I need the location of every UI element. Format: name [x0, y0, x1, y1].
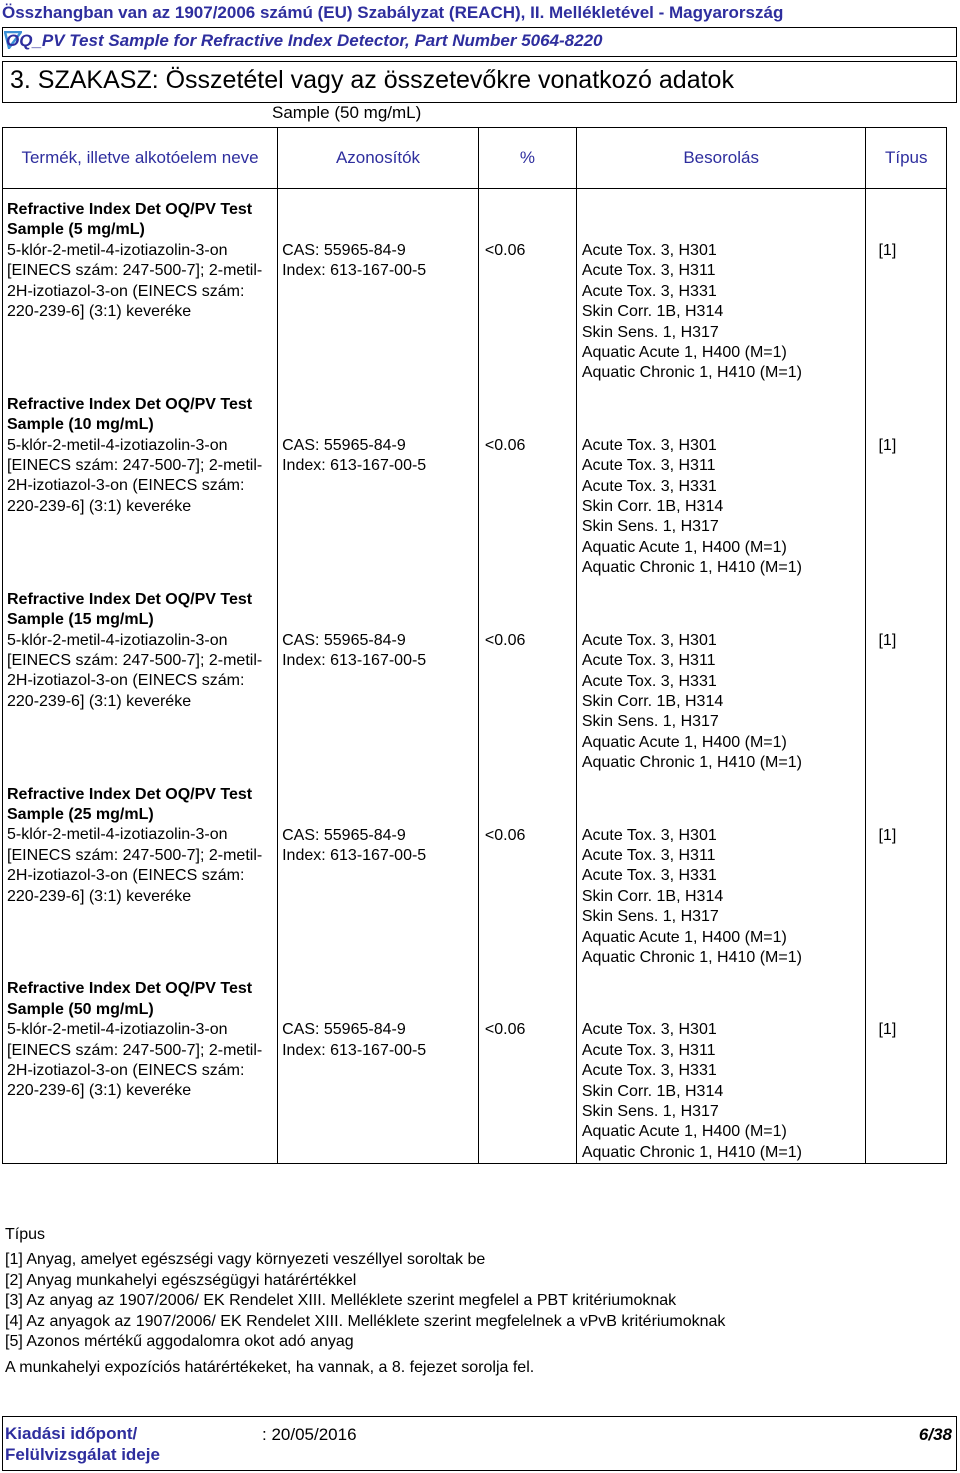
classification-item: Acute Tox. 3, H301	[581, 1021, 717, 1039]
component-description: 5-klór-2-metil-4-izotiazolin-3-on [EINECS szám: 247-500-7]; 2-metil-2H-izotiazol-3-on (EINECS szám: 220-239-6] (3:1) keveréke	[7, 241, 263, 321]
col-header-classification: Besorolás	[576, 128, 866, 189]
document-header-title: Összhangban van az 1907/2006 számú (EU) Szabályzat (REACH), II. Mellékletével - Magyarország	[2, 3, 784, 22]
classification-item: Acute Tox. 3, H301	[581, 436, 717, 454]
identifiers-cell	[278, 189, 479, 384]
type-value: [1]	[878, 631, 897, 649]
classification-item: Skin Sens. 1, H317	[581, 323, 719, 341]
col-header-name-text: Termék, illetve alkotóelem neve	[21, 148, 259, 167]
classification-item: Skin Sens. 1, H317	[581, 1103, 719, 1120]
type-legend-item: [1] Anyag, amelyet egészségi vagy környezeti veszéllyel soroltak be	[5, 1251, 486, 1269]
cas-number: CAS: 55965-84-9	[282, 242, 406, 259]
classification-item: Aquatic Acute 1, H400 (M=1)	[581, 733, 787, 751]
type-cell	[866, 384, 947, 579]
identifiers-cell	[278, 968, 479, 1163]
type-cell	[866, 774, 947, 969]
type-legend	[5, 1225, 725, 1352]
component-product-name: Refractive Index Det OQ/PV Test	[7, 395, 253, 413]
type-value: [1]	[878, 826, 897, 844]
classification-item: Acute Tox. 3, H331	[581, 867, 717, 885]
classification-item: Acute Tox. 3, H331	[581, 672, 717, 690]
classification-item: Acute Tox. 3, H331	[581, 1062, 717, 1080]
cas-number: CAS: 55965-84-9	[282, 826, 406, 844]
type-legend-title: Típus	[5, 1226, 46, 1243]
percent-value: <0.06	[484, 826, 526, 844]
percent-value: <0.06	[484, 242, 526, 259]
classification-item: Skin Sens. 1, H317	[581, 518, 719, 536]
classification-item: Aquatic Acute 1, H400 (M=1)	[581, 344, 787, 362]
component-description: 5-klór-2-metil-4-izotiazolin-3-on [EINECS szám: 247-500-7]; 2-metil-2H-izotiazol-3-on (EINECS szám: 220-239-6] (3:1) keveréke	[7, 436, 263, 515]
classification-cell	[576, 384, 866, 579]
component-description: 5-klór-2-metil-4-izotiazolin-3-on [EINECS szám: 247-500-7]; 2-metil-2H-izotiazol-3-on (EINECS szám: 220-239-6] (3:1) keveréke	[7, 826, 263, 905]
component-description: 5-klór-2-metil-4-izotiazolin-3-on [EINECS szám: 247-500-7]; 2-metil-2H-izotiazol-3-on (EINECS szám: 220-239-6] (3:1) keveréke	[7, 631, 263, 710]
type-legend-item: [2] Anyag munkahelyi egészségügyi határértékkel	[5, 1271, 357, 1289]
type-legend-item: [3] Az anyag az 1907/2006/ EK Rendelet XIII. Melléklete szerint megfelel a PBT kritériumoknak	[5, 1292, 677, 1310]
percent-cell	[478, 384, 576, 579]
classification-item: Skin Corr. 1B, H314	[581, 887, 724, 905]
classification-item: Acute Tox. 3, H301	[581, 631, 717, 649]
classification-item: Acute Tox. 3, H311	[581, 652, 716, 670]
percent-cell	[478, 968, 576, 1163]
classification-item: Aquatic Acute 1, H400 (M=1)	[581, 1123, 787, 1141]
table-row	[3, 579, 947, 774]
identifiers-cell	[278, 774, 479, 969]
classification-cell	[576, 579, 866, 774]
table-row	[3, 774, 947, 969]
component-product-name: Refractive Index Det OQ/PV Test	[7, 590, 253, 608]
table-header-row	[3, 128, 947, 189]
identifiers-cell	[278, 579, 479, 774]
component-name-cell	[3, 774, 278, 969]
classification-item: Acute Tox. 3, H311	[581, 262, 716, 280]
component-description: 5-klór-2-metil-4-izotiazolin-3-on [EINECS szám: 247-500-7]; 2-metil-2H-izotiazol-3-on (EINECS szám: 220-239-6] (3:1) keveréke	[7, 1021, 263, 1100]
classification-item: Aquatic Chronic 1, H410 (M=1)	[581, 1143, 802, 1161]
component-product-name: Refractive Index Det OQ/PV Test	[7, 201, 253, 218]
classification-cell	[576, 189, 866, 384]
table-row	[3, 968, 947, 1163]
component-sample-name: Sample (50 mg/mL)	[7, 1000, 154, 1018]
component-sample-name: Sample (25 mg/mL)	[7, 805, 154, 823]
component-product-name: Refractive Index Det OQ/PV Test	[7, 785, 253, 803]
product-name: OQ_PV Test Sample for Refractive Index Detector, Part Number 5064-8220	[6, 31, 603, 50]
type-cell	[866, 189, 947, 384]
index-number: Index: 613-167-00-5	[282, 262, 427, 280]
issue-date-value: : 20/05/2016	[262, 1425, 357, 1444]
issue-date-label-line1: Kiadási időpont/	[5, 1424, 138, 1443]
page-number: 6/38	[918, 1425, 952, 1444]
percent-value: <0.06	[484, 631, 526, 649]
cas-number: CAS: 55965-84-9	[282, 436, 406, 454]
component-sample-name: Sample (5 mg/mL)	[7, 221, 145, 239]
col-header-name	[3, 128, 278, 189]
index-number: Index: 613-167-00-5	[282, 846, 427, 864]
type-legend-item: [5] Azonos mértékű aggodalomra okot adó anyag	[5, 1333, 354, 1351]
component-product-name: Refractive Index Det OQ/PV Test	[7, 980, 253, 998]
component-name-cell	[3, 189, 278, 384]
classification-item: Aquatic Chronic 1, H410 (M=1)	[581, 948, 802, 966]
classification-item: Acute Tox. 3, H331	[581, 477, 717, 495]
composition-table	[2, 127, 947, 1164]
classification-item: Acute Tox. 3, H331	[581, 282, 717, 300]
sample-label: Sample (50 mg/mL)	[272, 103, 422, 122]
exposure-limits-note: A munkahelyi expozíciós határértékeket, ha vannak, a 8. fejezet sorolja fel.	[5, 1359, 535, 1376]
type-value: [1]	[878, 1021, 897, 1039]
classification-item: Skin Corr. 1B, H314	[581, 692, 724, 710]
component-sample-name: Sample (10 mg/mL)	[7, 416, 154, 434]
col-header-percent: %	[478, 128, 576, 189]
classification-item: Acute Tox. 3, H311	[581, 457, 716, 475]
classification-item: Skin Corr. 1B, H314	[581, 303, 724, 321]
classification-item: Aquatic Acute 1, H400 (M=1)	[581, 538, 787, 556]
table-row	[3, 189, 947, 384]
percent-cell	[478, 579, 576, 774]
component-name-cell	[3, 579, 278, 774]
classification-item: Skin Sens. 1, H317	[581, 908, 719, 926]
classification-item: Acute Tox. 3, H301	[581, 826, 717, 844]
classification-item: Skin Corr. 1B, H314	[581, 1082, 724, 1100]
classification-item: Skin Sens. 1, H317	[581, 713, 719, 731]
classification-cell	[576, 774, 866, 969]
issue-date-label	[5, 1423, 160, 1465]
index-number: Index: 613-167-00-5	[282, 457, 427, 475]
component-name-cell	[3, 384, 278, 579]
component-name-cell	[3, 968, 278, 1163]
col-header-type: Típus	[866, 128, 947, 189]
classification-item: Aquatic Chronic 1, H410 (M=1)	[581, 754, 802, 772]
index-number: Index: 613-167-00-5	[282, 1041, 427, 1059]
identifiers-cell	[278, 384, 479, 579]
percent-value: <0.06	[484, 1021, 526, 1039]
type-cell	[866, 579, 947, 774]
component-sample-name: Sample (15 mg/mL)	[7, 611, 154, 629]
type-legend-item: [4] Az anyagok az 1907/2006/ EK Rendelet XIII. Melléklete szerint megfelelnek a vPvB kritériumoknak	[5, 1312, 726, 1330]
type-value: [1]	[878, 242, 897, 259]
classification-item: Aquatic Chronic 1, H410 (M=1)	[581, 364, 802, 382]
type-value: [1]	[878, 436, 897, 454]
classification-item: Acute Tox. 3, H301	[581, 242, 717, 259]
table-row	[3, 384, 947, 579]
index-number: Index: 613-167-00-5	[282, 652, 427, 670]
cas-number: CAS: 55965-84-9	[282, 1021, 406, 1039]
issue-date-label-line2: Felülvizsgálat ideje	[5, 1445, 160, 1464]
classification-item: Aquatic Acute 1, H400 (M=1)	[581, 928, 787, 946]
percent-value: <0.06	[484, 436, 526, 454]
classification-cell	[576, 968, 866, 1163]
section-title: 3. SZAKASZ: Összetétel vagy az összetevőkre vonatkozó adatok	[10, 66, 734, 94]
classification-item: Acute Tox. 3, H311	[581, 1041, 716, 1059]
percent-cell	[478, 189, 576, 384]
classification-item: Acute Tox. 3, H311	[581, 846, 716, 864]
percent-cell	[478, 774, 576, 969]
col-header-identifiers: Azonosítók	[278, 128, 479, 189]
classification-item: Skin Corr. 1B, H314	[581, 498, 724, 516]
classification-item: Aquatic Chronic 1, H410 (M=1)	[581, 559, 802, 577]
type-cell	[866, 968, 947, 1163]
cas-number: CAS: 55965-84-9	[282, 631, 406, 649]
